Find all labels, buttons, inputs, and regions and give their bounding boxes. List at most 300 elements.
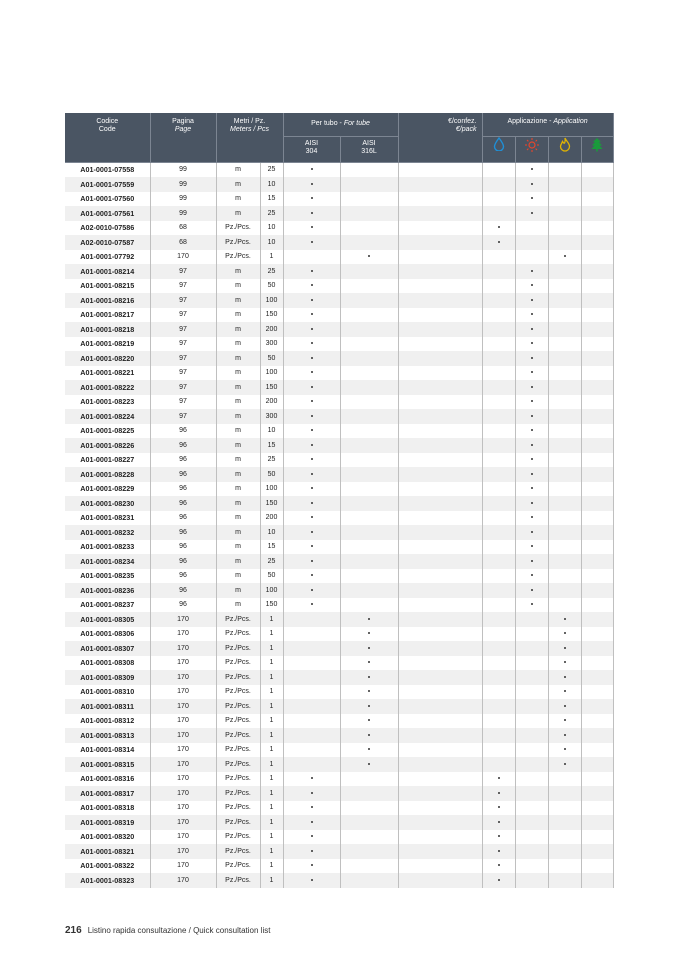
cell-page: 170	[150, 859, 216, 874]
cell-page: 170	[150, 627, 216, 642]
table-row	[65, 830, 613, 845]
bullet-dot	[531, 371, 533, 373]
cell-page: 96	[150, 496, 216, 511]
bullet-dot	[564, 734, 566, 736]
cell-app-leaf	[581, 395, 613, 410]
cell-app-flame	[548, 627, 581, 642]
bullet-dot	[531, 299, 533, 301]
cell-aisi-316l	[340, 438, 398, 453]
table-row	[65, 685, 613, 700]
cell-app-leaf	[581, 641, 613, 656]
cell-aisi-304	[283, 569, 340, 584]
cell-code: A01-0001-08221	[65, 366, 150, 381]
cell-app-flame	[548, 569, 581, 584]
cell-app-leaf	[581, 162, 613, 177]
header-per-tubo-label: Per tubo -	[311, 120, 344, 127]
cell-app-flame	[548, 424, 581, 439]
cell-app-flame	[548, 453, 581, 468]
cell-app-sun	[515, 366, 548, 381]
cell-aisi-304	[283, 815, 340, 830]
cell-app-sun	[515, 206, 548, 221]
cell-pack-price	[398, 670, 482, 685]
cell-app-sun	[515, 482, 548, 497]
cell-pack-price	[398, 685, 482, 700]
cell-app-leaf	[581, 670, 613, 685]
cell-pack-price	[398, 569, 482, 584]
cell-app-flame	[548, 656, 581, 671]
cell-app-water	[482, 366, 515, 381]
cell-app-flame	[548, 438, 581, 453]
cell-app-sun	[515, 641, 548, 656]
cell-page: 97	[150, 395, 216, 410]
table-row	[65, 453, 613, 468]
cell-unit: m	[216, 351, 260, 366]
cell-app-water	[482, 859, 515, 874]
cell-code: A01-0001-08232	[65, 525, 150, 540]
cell-page: 96	[150, 438, 216, 453]
cell-qty: 25	[260, 264, 283, 279]
cell-aisi-316l	[340, 250, 398, 265]
cell-app-flame	[548, 322, 581, 337]
cell-app-water	[482, 322, 515, 337]
cell-aisi-316l	[340, 859, 398, 874]
cell-aisi-304	[283, 453, 340, 468]
cell-app-sun	[515, 844, 548, 859]
cell-app-leaf	[581, 815, 613, 830]
cell-unit: m	[216, 177, 260, 192]
table-row	[65, 351, 613, 366]
cell-app-sun	[515, 424, 548, 439]
cell-qty: 1	[260, 612, 283, 627]
header-pack-price	[398, 113, 482, 162]
cell-unit: m	[216, 482, 260, 497]
cell-code: A01-0001-07558	[65, 162, 150, 177]
cell-app-water	[482, 598, 515, 613]
cell-code: A01-0001-08223	[65, 395, 150, 410]
cell-page: 96	[150, 598, 216, 613]
cell-pack-price	[398, 308, 482, 323]
cell-app-leaf	[581, 569, 613, 584]
header-pack-label: €/pack	[455, 126, 477, 133]
bullet-dot	[564, 719, 566, 721]
cell-app-flame	[548, 409, 581, 424]
bullet-dot	[564, 618, 566, 620]
bullet-dot	[564, 690, 566, 692]
cell-code: A01-0001-08225	[65, 424, 150, 439]
cell-page: 170	[150, 714, 216, 729]
cell-app-water	[482, 540, 515, 555]
cell-code: A01-0001-08307	[65, 641, 150, 656]
bullet-dot	[311, 313, 313, 315]
bullet-dot	[311, 270, 313, 272]
bullet-dot	[531, 603, 533, 605]
table-row	[65, 438, 613, 453]
cell-app-water	[482, 685, 515, 700]
cell-page: 96	[150, 482, 216, 497]
bullet-dot	[531, 183, 533, 185]
cell-app-leaf	[581, 235, 613, 250]
cell-code: A02-0010-07586	[65, 221, 150, 236]
cell-qty: 10	[260, 525, 283, 540]
bullet-dot	[531, 574, 533, 576]
cell-unit: Pz./Pcs.	[216, 612, 260, 627]
cell-pack-price	[398, 250, 482, 265]
cell-aisi-316l	[340, 656, 398, 671]
cell-code: A01-0001-08230	[65, 496, 150, 511]
bullet-dot	[311, 241, 313, 243]
cell-app-flame	[548, 279, 581, 294]
cell-qty: 1	[260, 859, 283, 874]
table-row	[65, 815, 613, 830]
cell-app-flame	[548, 351, 581, 366]
cell-aisi-304	[283, 525, 340, 540]
cell-page: 68	[150, 221, 216, 236]
cell-unit: m	[216, 395, 260, 410]
cell-app-sun	[515, 612, 548, 627]
cell-page: 96	[150, 569, 216, 584]
cell-aisi-304	[283, 772, 340, 787]
bullet-dot	[531, 197, 533, 199]
cell-unit: Pz./Pcs.	[216, 728, 260, 743]
page-footer	[65, 925, 270, 936]
cell-pack-price	[398, 815, 482, 830]
header-code	[65, 113, 150, 162]
cell-app-flame	[548, 206, 581, 221]
cell-app-leaf	[581, 830, 613, 845]
cell-aisi-316l	[340, 525, 398, 540]
cell-page: 97	[150, 264, 216, 279]
cell-page: 97	[150, 293, 216, 308]
cell-app-flame	[548, 467, 581, 482]
cell-qty: 100	[260, 583, 283, 598]
cell-app-water	[482, 496, 515, 511]
cell-page: 170	[150, 772, 216, 787]
cell-aisi-316l	[340, 322, 398, 337]
cell-app-leaf	[581, 525, 613, 540]
header-page-label: Page	[174, 126, 192, 133]
cell-app-sun	[515, 496, 548, 511]
cell-app-sun	[515, 395, 548, 410]
cell-app-leaf	[581, 540, 613, 555]
table-row	[65, 801, 613, 816]
cell-code: A01-0001-08321	[65, 844, 150, 859]
cell-page: 170	[150, 830, 216, 845]
cell-aisi-316l	[340, 772, 398, 787]
cell-aisi-316l	[340, 162, 398, 177]
cell-app-water	[482, 873, 515, 888]
cell-pack-price	[398, 598, 482, 613]
cell-aisi-304	[283, 757, 340, 772]
water-drop-icon	[493, 137, 505, 151]
cell-app-flame	[548, 714, 581, 729]
cell-app-flame	[548, 293, 581, 308]
table-row	[65, 177, 613, 192]
cell-page: 170	[150, 728, 216, 743]
cell-pack-price	[398, 351, 482, 366]
cell-app-flame	[548, 728, 581, 743]
cell-aisi-316l	[340, 221, 398, 236]
header-sun-cell	[515, 136, 548, 162]
cell-pack-price	[398, 699, 482, 714]
cell-aisi-304	[283, 293, 340, 308]
cell-app-sun	[515, 279, 548, 294]
cell-app-flame	[548, 815, 581, 830]
cell-app-leaf	[581, 859, 613, 874]
table-row	[65, 757, 613, 772]
cell-aisi-316l	[340, 496, 398, 511]
cell-app-sun	[515, 873, 548, 888]
cell-app-sun	[515, 685, 548, 700]
cell-app-water	[482, 757, 515, 772]
cell-qty: 1	[260, 699, 283, 714]
cell-app-sun	[515, 728, 548, 743]
cell-app-water	[482, 293, 515, 308]
cell-app-flame	[548, 801, 581, 816]
bullet-dot	[498, 241, 500, 243]
cell-code: A01-0001-08220	[65, 351, 150, 366]
cell-app-leaf	[581, 685, 613, 700]
cell-app-water	[482, 554, 515, 569]
cell-aisi-316l	[340, 685, 398, 700]
bullet-dot	[311, 473, 313, 475]
cell-code: A01-0001-08215	[65, 279, 150, 294]
cell-app-water	[482, 844, 515, 859]
cell-unit: m	[216, 554, 260, 569]
table-row	[65, 482, 613, 497]
bullet-dot	[311, 502, 313, 504]
cell-unit: m	[216, 206, 260, 221]
cell-app-water	[482, 453, 515, 468]
cell-app-sun	[515, 322, 548, 337]
cell-pack-price	[398, 264, 482, 279]
bullet-dot	[311, 168, 313, 170]
cell-unit: Pz./Pcs.	[216, 830, 260, 845]
table-row	[65, 366, 613, 381]
cell-app-flame	[548, 612, 581, 627]
cell-app-water	[482, 395, 515, 410]
cell-unit: Pz./Pcs.	[216, 786, 260, 801]
cell-pack-price	[398, 206, 482, 221]
table-row	[65, 206, 613, 221]
table-row	[65, 612, 613, 627]
cell-aisi-304	[283, 859, 340, 874]
cell-qty: 1	[260, 714, 283, 729]
cell-app-flame	[548, 496, 581, 511]
header-confez-label: €/confez.	[448, 118, 477, 125]
bullet-dot	[564, 705, 566, 707]
cell-qty: 10	[260, 177, 283, 192]
bullet-dot	[531, 342, 533, 344]
header-for-tube-label: For tube	[343, 120, 370, 127]
cell-app-sun	[515, 409, 548, 424]
bullet-dot	[564, 676, 566, 678]
bullet-dot	[498, 792, 500, 794]
cell-code: A01-0001-08229	[65, 482, 150, 497]
cell-app-sun	[515, 540, 548, 555]
cell-app-leaf	[581, 598, 613, 613]
table-row	[65, 859, 613, 874]
bullet-dot	[311, 284, 313, 286]
cell-app-sun	[515, 656, 548, 671]
bullet-dot	[311, 342, 313, 344]
cell-pack-price	[398, 438, 482, 453]
cell-app-flame	[548, 162, 581, 177]
cell-app-leaf	[581, 380, 613, 395]
cell-app-leaf	[581, 308, 613, 323]
bullet-dot	[564, 763, 566, 765]
cell-app-sun	[515, 815, 548, 830]
cell-qty: 10	[260, 221, 283, 236]
cell-qty: 150	[260, 598, 283, 613]
table-row	[65, 728, 613, 743]
cell-qty: 150	[260, 308, 283, 323]
cell-aisi-316l	[340, 815, 398, 830]
cell-pack-price	[398, 540, 482, 555]
table-row	[65, 250, 613, 265]
cell-aisi-316l	[340, 757, 398, 772]
cell-app-flame	[548, 554, 581, 569]
cell-unit: m	[216, 598, 260, 613]
cell-pack-price	[398, 235, 482, 250]
cell-page: 97	[150, 279, 216, 294]
cell-pack-price	[398, 612, 482, 627]
cell-app-water	[482, 162, 515, 177]
bullet-dot	[311, 589, 313, 591]
cell-pack-price	[398, 453, 482, 468]
cell-aisi-316l	[340, 177, 398, 192]
cell-unit: Pz./Pcs.	[216, 627, 260, 642]
cell-qty: 50	[260, 351, 283, 366]
bullet-dot	[311, 560, 313, 562]
cell-aisi-304	[283, 192, 340, 207]
cell-aisi-316l	[340, 844, 398, 859]
bullet-dot	[311, 777, 313, 779]
cell-app-water	[482, 337, 515, 352]
table-body	[65, 162, 613, 888]
cell-app-leaf	[581, 583, 613, 598]
cell-aisi-316l	[340, 308, 398, 323]
cell-app-water	[482, 424, 515, 439]
bullet-dot	[311, 487, 313, 489]
table-row	[65, 467, 613, 482]
cell-aisi-304	[283, 685, 340, 700]
bullet-dot	[531, 531, 533, 533]
bullet-dot	[311, 850, 313, 852]
cell-pack-price	[398, 554, 482, 569]
table-row	[65, 554, 613, 569]
table-row	[65, 337, 613, 352]
cell-qty: 50	[260, 279, 283, 294]
cell-app-sun	[515, 511, 548, 526]
table-row	[65, 844, 613, 859]
cell-unit: Pz./Pcs.	[216, 743, 260, 758]
cell-aisi-304	[283, 554, 340, 569]
cell-app-sun	[515, 351, 548, 366]
cell-pack-price	[398, 714, 482, 729]
cell-aisi-304	[283, 235, 340, 250]
cell-pack-price	[398, 192, 482, 207]
cell-app-water	[482, 670, 515, 685]
cell-unit: Pz./Pcs.	[216, 757, 260, 772]
cell-aisi-316l	[340, 743, 398, 758]
cell-app-flame	[548, 685, 581, 700]
cell-aisi-304	[283, 221, 340, 236]
cell-page: 170	[150, 815, 216, 830]
cell-app-leaf	[581, 366, 613, 381]
cell-app-sun	[515, 554, 548, 569]
cell-code: A01-0001-08236	[65, 583, 150, 598]
cell-page: 170	[150, 801, 216, 816]
cell-app-sun	[515, 757, 548, 772]
cell-app-flame	[548, 859, 581, 874]
cell-code: A01-0001-08233	[65, 540, 150, 555]
cell-aisi-316l	[340, 873, 398, 888]
cell-app-leaf	[581, 511, 613, 526]
footer-text: Listino rapida consultazione / Quick consultation list	[87, 926, 271, 935]
cell-aisi-304	[283, 162, 340, 177]
cell-qty: 10	[260, 235, 283, 250]
cell-qty: 300	[260, 409, 283, 424]
bullet-dot	[311, 400, 313, 402]
header-page	[150, 113, 216, 162]
cell-page: 170	[150, 757, 216, 772]
cell-qty: 1	[260, 728, 283, 743]
cell-aisi-316l	[340, 235, 398, 250]
cell-code: A01-0001-08231	[65, 511, 150, 526]
bullet-dot	[311, 429, 313, 431]
cell-unit: m	[216, 337, 260, 352]
cell-app-sun	[515, 293, 548, 308]
cell-pack-price	[398, 409, 482, 424]
cell-aisi-304	[283, 598, 340, 613]
cell-aisi-316l	[340, 380, 398, 395]
cell-aisi-316l	[340, 264, 398, 279]
table-row	[65, 641, 613, 656]
table-row	[65, 714, 613, 729]
cell-qty: 15	[260, 540, 283, 555]
cell-aisi-316l	[340, 598, 398, 613]
cell-unit: m	[216, 496, 260, 511]
bullet-dot	[531, 212, 533, 214]
cell-app-leaf	[581, 438, 613, 453]
cell-code: A01-0001-08218	[65, 322, 150, 337]
cell-pack-price	[398, 337, 482, 352]
bullet-dot	[531, 458, 533, 460]
cell-aisi-316l	[340, 670, 398, 685]
cell-code: A01-0001-08216	[65, 293, 150, 308]
cell-app-water	[482, 279, 515, 294]
cell-unit: m	[216, 293, 260, 308]
cell-code: A01-0001-08228	[65, 467, 150, 482]
header-flame-cell	[548, 136, 581, 162]
bullet-dot	[311, 415, 313, 417]
cell-app-water	[482, 177, 515, 192]
table-row	[65, 293, 613, 308]
cell-app-sun	[515, 308, 548, 323]
bullet-dot	[531, 589, 533, 591]
sun-icon	[524, 137, 540, 153]
cell-page: 96	[150, 583, 216, 598]
cell-app-sun	[515, 221, 548, 236]
cell-unit: m	[216, 409, 260, 424]
bullet-dot	[368, 734, 370, 736]
cell-aisi-304	[283, 177, 340, 192]
cell-aisi-304	[283, 844, 340, 859]
cell-aisi-304	[283, 612, 340, 627]
cell-app-leaf	[581, 699, 613, 714]
cell-aisi-316l	[340, 192, 398, 207]
cell-unit: Pz./Pcs.	[216, 641, 260, 656]
